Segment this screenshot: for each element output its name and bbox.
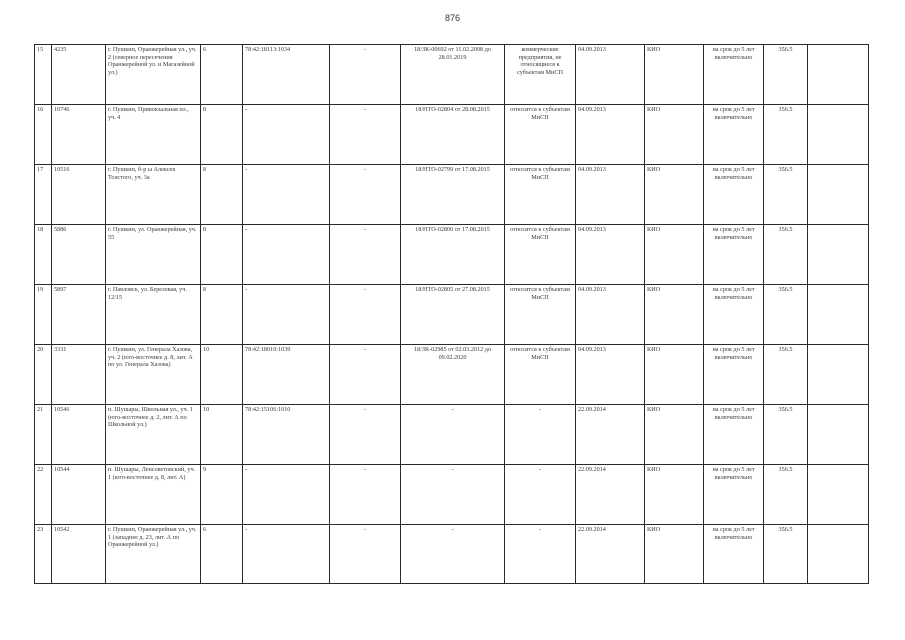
address-cell: п. Шушары, Школьная ул., уч. 1 (юго-восточнее д. 2, лит. А по Школьной ул.) [106,405,201,465]
row-number-cell: 16 [35,105,52,165]
row-number-cell: 23 [35,525,52,584]
dash-cell: - [330,45,401,105]
category-cell: - [505,525,576,584]
empty-cell [808,465,869,525]
registry-number-cell: 10746 [52,105,106,165]
agency-cell: КИО [645,345,704,405]
category-cell: относится к субъектам МиСП [505,165,576,225]
table-row [35,345,869,405]
registry-number-cell: 10542 [52,525,106,584]
date-cell: 04.09.2013 [576,45,645,105]
table-row [35,525,869,584]
area-cell: 8 [201,225,243,285]
category-cell: относится к субъектам МиСП [505,285,576,345]
empty-cell [808,105,869,165]
dash-cell: - [330,105,401,165]
term-cell: на срок до 5 лет включительно [704,525,764,584]
code-cell: 356.5 [764,405,808,465]
area-cell: 10 [201,405,243,465]
table-row [35,465,869,525]
contract-cell: 18/НТО-02799 от 17.08.2015 [401,165,505,225]
empty-cell [808,225,869,285]
address-cell: г. Пушкин, Оранжерейная ул., уч. 2 (северное пересечения Оранжерейной ул. и Магазейной ул.) [106,45,201,105]
category-cell: - [505,465,576,525]
area-cell: 8 [201,165,243,225]
code-cell: 356.5 [764,105,808,165]
code-cell: 356.5 [764,525,808,584]
registry-number-cell: 10516 [52,165,106,225]
date-cell: 22.09.2014 [576,405,645,465]
registry-number-cell: 10544 [52,465,106,525]
area-cell: 9 [201,465,243,525]
table-row [35,105,869,165]
term-cell: на срок до 5 лет включительно [704,405,764,465]
address-cell: г. Пушкин, ул. Оранжерейная, уч. 55 [106,225,201,285]
row-number-cell: 20 [35,345,52,405]
category-cell: - [505,405,576,465]
empty-cell [808,165,869,225]
empty-cell [808,525,869,584]
date-cell: 04.09.2013 [576,165,645,225]
cadastral-number-cell: 78:42:18113:1034 [243,45,330,105]
row-number-cell: 21 [35,405,52,465]
registry-number-cell: 5897 [52,285,106,345]
area-cell: 6 [201,45,243,105]
address-cell: г. Пушкин, Привокзальная пл., уч. 4 [106,105,201,165]
contract-cell: 18/НТО-02805 от 27.08.2015 [401,285,505,345]
row-number-cell: 22 [35,465,52,525]
registry-number-cell: 5886 [52,225,106,285]
code-cell: 356.5 [764,225,808,285]
cadastral-number-cell: - [243,225,330,285]
table-row [35,225,869,285]
registry-number-cell: 10546 [52,405,106,465]
agency-cell: КИО [645,105,704,165]
term-cell: на срок до 5 лет включительно [704,45,764,105]
agency-cell: КИО [645,285,704,345]
table-row [35,285,869,345]
table-row [35,165,869,225]
empty-cell [808,405,869,465]
row-number-cell: 17 [35,165,52,225]
dash-cell: - [330,465,401,525]
dash-cell: - [330,285,401,345]
contract-cell: 18/НТО-02800 от 17.08.2015 [401,225,505,285]
contract-cell: 18/ЗК-00692 от 11.02.2008 до 28.01.2019 [401,45,505,105]
dash-cell: - [330,405,401,465]
agency-cell: КИО [645,465,704,525]
category-cell: относится к субъектам МиСП [505,105,576,165]
cadastral-number-cell: - [243,165,330,225]
code-cell: 356.5 [764,45,808,105]
cadastral-number-cell: - [243,525,330,584]
contract-cell: - [401,405,505,465]
address-cell: п. Шушары, Ленсоветовский, уч. 1 (юго-восточнее д. 8, лит. А) [106,465,201,525]
dash-cell: - [330,525,401,584]
date-cell: 04.09.2013 [576,225,645,285]
contract-cell: - [401,525,505,584]
agency-cell: КИО [645,525,704,584]
dash-cell: - [330,345,401,405]
dash-cell: - [330,225,401,285]
category-cell: относится к субъектам МиСП [505,225,576,285]
term-cell: на срок до 5 лет включительно [704,165,764,225]
term-cell: на срок до 5 лет включительно [704,105,764,165]
registry-table [34,44,869,584]
date-cell: 22.09.2014 [576,465,645,525]
table-body [35,45,869,584]
code-cell: 356.5 [764,165,808,225]
area-cell: 8 [201,285,243,345]
agency-cell: КИО [645,165,704,225]
code-cell: 356.5 [764,285,808,345]
empty-cell [808,345,869,405]
empty-cell [808,45,869,105]
cadastral-number-cell: 78:42:15106:1010 [243,405,330,465]
table-row [35,45,869,105]
area-cell: 10 [201,345,243,405]
cadastral-number-cell: - [243,465,330,525]
agency-cell: КИО [645,225,704,285]
code-cell: 356.5 [764,345,808,405]
row-number-cell: 18 [35,225,52,285]
row-number-cell: 15 [35,45,52,105]
cadastral-number-cell: 78:42:18010:1039 [243,345,330,405]
area-cell: 8 [201,105,243,165]
page-number: 876 [444,13,461,23]
agency-cell: КИО [645,45,704,105]
contract-cell: 18/ЗК-02985 от 02.03.2012 до 09.02.2020 [401,345,505,405]
term-cell: на срок до 5 лет включительно [704,345,764,405]
empty-cell [808,285,869,345]
cadastral-number-cell: - [243,285,330,345]
term-cell: на срок до 5 лет включительно [704,225,764,285]
table-row [35,405,869,465]
date-cell: 04.09.2013 [576,105,645,165]
address-cell: г. Пушкин, Оранжерейная ул., уч. 1 (западнее д. 23, лит. А по Оранжерейной ул.) [106,525,201,584]
category-cell: коммерческие предприятия, не относящиеся к субъектам МиСП [505,45,576,105]
agency-cell: КИО [645,405,704,465]
term-cell: на срок до 5 лет включительно [704,285,764,345]
dash-cell: - [330,165,401,225]
address-cell: г. Павловск, ул. Березовая, уч. 12/15 [106,285,201,345]
date-cell: 04.09.2013 [576,345,645,405]
contract-cell: 18/НТО-02804 от 28.08.2015 [401,105,505,165]
registry-number-cell: 3331 [52,345,106,405]
date-cell: 22.09.2014 [576,525,645,584]
cadastral-number-cell: - [243,105,330,165]
row-number-cell: 19 [35,285,52,345]
address-cell: г. Пушкин, ул. Генерала Хазова, уч. 2 (юго-восточнее д. 8, лит. А по ул. Генерала Хазова) [106,345,201,405]
registry-number-cell: 4235 [52,45,106,105]
code-cell: 356.5 [764,465,808,525]
date-cell: 04.09.2013 [576,285,645,345]
term-cell: на срок до 5 лет включительно [704,465,764,525]
area-cell: 6 [201,525,243,584]
address-cell: г. Пушкин, б-р ы Алексея Толстого, уч. 3а [106,165,201,225]
category-cell: относится к субъектам МиСП [505,345,576,405]
contract-cell: - [401,465,505,525]
